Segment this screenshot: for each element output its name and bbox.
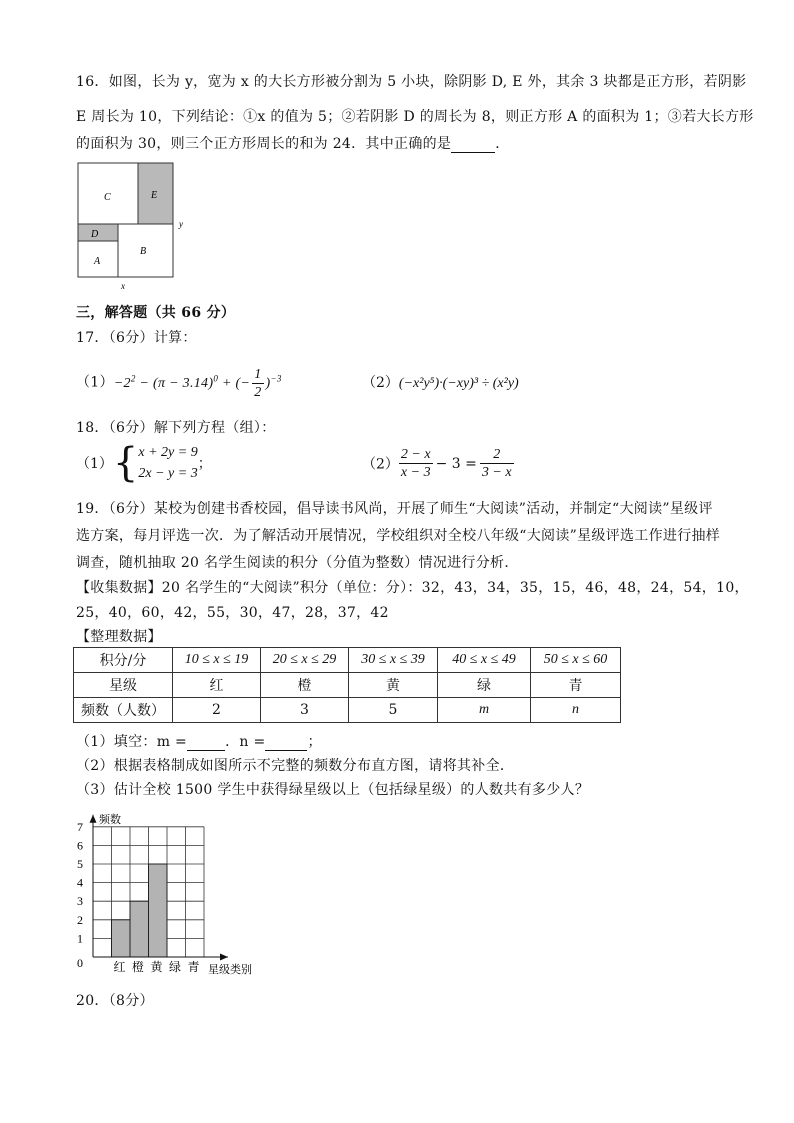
table-row	[74, 673, 621, 698]
q18-p1-label: （1）	[76, 456, 113, 472]
q19-sub1	[76, 731, 322, 751]
y-tick-label: 0	[77, 956, 83, 970]
x-category-label: 黄	[150, 960, 163, 974]
y-tick-label: 4	[77, 875, 83, 890]
range-cell: 40 ≤ x ≤ 49	[438, 648, 531, 673]
q18-f1-den: x − 3	[400, 465, 431, 480]
q18-f2-den: 3 − x	[481, 465, 512, 480]
y-axis-arrow-icon	[90, 815, 97, 823]
collect-data-line1: 【收集数据】20 名学生的“大阅读”积分（单位：分）：32，43，34，35，15，46，48，24，54，10，	[76, 580, 749, 596]
q18-p1-end: ；	[197, 456, 212, 472]
organize-data-heading: 【整理数据】	[76, 629, 162, 645]
q16-line1: 16．如图，长为 y，宽为 x 的大长方形被分割为 5 小块，除阴影 D, E 外，其余 3 块都是正方形，若阴影	[76, 74, 747, 90]
level-cell: 橙	[261, 673, 349, 698]
q20-title: 20．（8分）	[76, 993, 154, 1009]
label-y: y	[179, 219, 183, 229]
brace-icon: {	[112, 440, 139, 486]
label-x: x	[121, 281, 125, 291]
label-a: A	[94, 256, 101, 267]
level-cell: 黄	[349, 673, 438, 698]
q17-p1-expr: $-2^2 - (\pi - 3.14)^0$ + (− $\frac{1}{2}$ )$^{-3}$	[113, 367, 282, 400]
q18-eq1: x + 2y = 9	[138, 445, 198, 460]
y-tick-label: 2	[77, 912, 83, 927]
q18-eq2: 2x − y = 3	[138, 466, 198, 481]
bar-橙	[130, 901, 149, 957]
q17-title: 17．（6分）计算：	[76, 330, 197, 346]
x-category-label: 橙	[132, 960, 145, 974]
y-tick-label: 5	[77, 857, 83, 871]
count-cell: 5	[349, 698, 438, 723]
label-b: B	[140, 246, 147, 257]
count-cell: m	[438, 698, 531, 723]
label-c: C	[104, 192, 111, 203]
q19-sub1-end: ；	[307, 734, 322, 750]
bar-黄	[149, 864, 168, 957]
table-row	[74, 648, 621, 673]
q19-sub2: （2）根据表格制成如图所示不完整的频数分布直方图，请将其补全．	[76, 758, 515, 774]
q19-sub1-text: （1）填空：m =	[76, 734, 188, 750]
row-header: 频数（人数）	[74, 698, 173, 723]
range-cell: 50 ≤ x ≤ 60	[531, 648, 621, 673]
range-cell: 30 ≤ x ≤ 39	[349, 648, 438, 673]
range-cell: 10 ≤ x ≤ 19	[173, 648, 261, 673]
x-category-label: 青	[187, 960, 200, 974]
section-title: 三，解答题（共 66 分）	[76, 305, 236, 321]
label-e: E	[151, 190, 158, 201]
q18-title: 18．（6分）解下列方程（组）：	[76, 420, 276, 436]
q19-sub3: （3）估计全校 1500 学生中获得绿星级以上（包括绿星级）的人数共有多少人？	[76, 782, 590, 798]
q18-part1	[76, 442, 212, 486]
answer-blank	[451, 136, 495, 153]
q16-line2: E 周长为 10，下列结论：①x 的值为 5；②若阴影 D 的周长为 8，则正方形 A 的面积为 1；③若大长方形	[76, 109, 754, 125]
y-tick-label: 7	[77, 819, 83, 834]
q19-line3: 调查，随机抽取 20 名学生阅读的积分（分值为整数）情况进行分析．	[76, 555, 519, 571]
y-tick-label: 3	[77, 894, 83, 909]
label-d: D	[91, 229, 99, 240]
q18-f1-num: 2 − x	[400, 447, 431, 462]
range-cell: 20 ≤ x ≤ 29	[261, 648, 349, 673]
table-row	[74, 698, 621, 723]
rectangle-figure	[70, 158, 200, 298]
histogram-chart	[70, 805, 280, 980]
answer-blank-n	[265, 734, 307, 751]
row-header: 星级	[74, 673, 173, 698]
x-category-label: 红	[113, 960, 126, 974]
q16-line3-end: ．	[495, 136, 510, 152]
q19-line1: 19．（6分）某校为创建书香校园，倡导读书风尚，开展了师生“大阅读”活动，并制定“大阅读”星级评	[76, 501, 713, 517]
frequency-table	[73, 647, 621, 723]
q16-line3	[76, 133, 510, 153]
level-cell: 红	[173, 673, 261, 698]
count-cell: 3	[261, 698, 349, 723]
q17-p2-label: （2）	[362, 375, 399, 391]
row-header: 积分/分	[74, 648, 173, 673]
level-cell: 绿	[438, 673, 531, 698]
q18-part2	[362, 446, 514, 481]
q19-sub1-n: ．n =	[225, 734, 266, 750]
answer-blank-m	[187, 734, 225, 751]
y-tick-label: 1	[77, 931, 83, 946]
q18-p2-label: （2）	[362, 456, 399, 473]
q17-p1-label: （1）	[76, 374, 114, 391]
bar-红	[112, 920, 131, 957]
collect-data-line2: 25，40，60，42，55，30，47，28，37，42	[76, 605, 389, 621]
x-axis-label: 星级类别	[208, 963, 252, 976]
y-tick-label: 6	[77, 838, 83, 853]
q19-line2: 选方案，每月评选一次．为了解活动开展情况，学校组织对全校八年级“大阅读”星级评选工作进行抽样	[76, 528, 721, 544]
q17-part1	[76, 366, 282, 400]
q17-part2	[362, 372, 519, 392]
level-cell: 青	[531, 673, 621, 698]
x-category-label: 绿	[169, 960, 182, 974]
q18-mid: − 3 =	[435, 455, 477, 472]
count-cell: 2	[173, 698, 261, 723]
q16-line3-text: 的面积为 30，则三个正方形周长的和为 24．其中正确的是	[76, 136, 452, 152]
q17-p2-expr: (−x²y⁵)·(−xy)³ ÷ (x²y)	[398, 376, 519, 391]
q18-f2-num: 2	[480, 446, 514, 464]
x-axis-arrow-icon	[220, 954, 228, 961]
y-axis-label: 频数	[99, 812, 121, 826]
count-cell: n	[531, 698, 621, 723]
